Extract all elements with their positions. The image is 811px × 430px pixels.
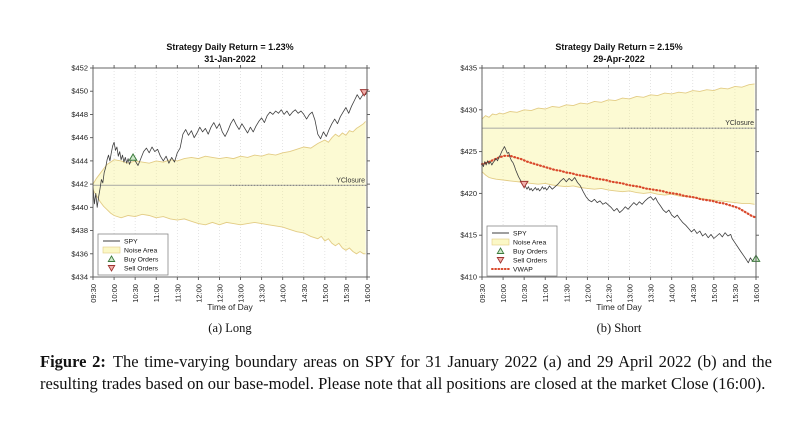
subcaption-b: (b) Short bbox=[596, 321, 642, 335]
x-tick-label: 13:00 bbox=[236, 284, 246, 303]
chart-long-title-line1: Strategy Daily Return = 1.23% bbox=[166, 42, 294, 52]
y-tick-label: $410 bbox=[460, 272, 477, 282]
y-tick-label: $436 bbox=[71, 249, 88, 259]
legend bbox=[98, 234, 168, 275]
x-tick-label: 12:30 bbox=[215, 284, 225, 303]
legend-label: Noise Area bbox=[513, 239, 547, 247]
y-tick-label: $452 bbox=[71, 63, 88, 73]
y-tick-label: $438 bbox=[71, 226, 88, 236]
x-tick-label: 13:30 bbox=[257, 284, 267, 303]
y-tick-label: $430 bbox=[460, 105, 477, 115]
x-tick-label: 14:30 bbox=[299, 284, 309, 303]
x-tick-label: 10:30 bbox=[520, 284, 530, 303]
x-tick-label: 09:30 bbox=[478, 284, 487, 303]
legend bbox=[487, 226, 557, 276]
x-tick-label: 14:00 bbox=[667, 284, 677, 303]
x-tick-label: 11:00 bbox=[541, 284, 551, 303]
subcaption-a: (a) Long bbox=[208, 321, 252, 335]
y-tick-label: $448 bbox=[71, 109, 88, 119]
figure-caption-text: The time-varying boundary areas on SPY for 31 January 2022 (a) and 29 April 2022 (b) and the resulting trades based on our base-model. Please note that all positions are closed at the market Close (16:00). bbox=[40, 352, 772, 394]
legend-label: Buy Orders bbox=[124, 256, 159, 264]
legend-label: Buy Orders bbox=[513, 248, 548, 256]
x-tick-label: 15:00 bbox=[709, 284, 719, 303]
legend-label: Sell Orders bbox=[513, 257, 547, 265]
x-tick-label: 10:30 bbox=[131, 284, 141, 303]
chart-short-xaxis-label: Time of Day bbox=[596, 302, 642, 312]
x-tick-label: 13:30 bbox=[646, 284, 656, 303]
chart-long-title-line2: 31-Jan-2022 bbox=[204, 54, 256, 64]
legend-label: SPY bbox=[513, 230, 527, 238]
legend-label: SPY bbox=[124, 238, 138, 246]
figure-caption bbox=[40, 351, 772, 396]
y-tick-label: $450 bbox=[71, 86, 88, 96]
sell-order-marker bbox=[520, 181, 527, 187]
chart-short-title bbox=[482, 41, 756, 65]
legend-label: Sell Orders bbox=[124, 265, 158, 273]
chart-short bbox=[460, 64, 761, 303]
y-tick-label: $446 bbox=[71, 133, 88, 143]
x-tick-label: 16:00 bbox=[752, 284, 761, 303]
legend-label: VWAP bbox=[513, 266, 533, 274]
buy-order-marker bbox=[129, 154, 136, 160]
x-tick-label: 10:00 bbox=[499, 283, 509, 303]
y-tick-label: $415 bbox=[460, 230, 477, 240]
x-tick-label: 11:30 bbox=[562, 284, 572, 303]
y-tick-label: $435 bbox=[460, 63, 477, 73]
x-tick-label: 12:00 bbox=[583, 284, 593, 303]
x-tick-label: 13:00 bbox=[625, 284, 635, 303]
x-tick-label: 15:30 bbox=[730, 284, 740, 303]
y-tick-label: $425 bbox=[460, 147, 477, 157]
x-tick-label: 12:30 bbox=[604, 284, 614, 303]
x-tick-label: 16:00 bbox=[363, 284, 372, 303]
chart-short-title-line1: Strategy Daily Return = 2.15% bbox=[555, 42, 683, 52]
y-tick-label: $434 bbox=[71, 272, 88, 282]
chart-short-title-line2: 29-Apr-2022 bbox=[593, 54, 645, 64]
yclosure-label: YClosure bbox=[725, 120, 754, 128]
x-tick-label: 15:30 bbox=[341, 284, 351, 303]
legend-label: Noise Area bbox=[124, 247, 158, 255]
x-tick-label: 11:00 bbox=[152, 284, 162, 303]
yclosure-label: YClosure bbox=[336, 177, 365, 185]
x-tick-label: 14:30 bbox=[688, 284, 698, 303]
legend-sample-band bbox=[103, 247, 120, 253]
legend-sample-band bbox=[492, 239, 509, 245]
chart-long bbox=[71, 64, 372, 303]
figure-caption-label: Figure 2: bbox=[40, 352, 106, 371]
x-tick-label: 14:00 bbox=[278, 284, 288, 303]
x-tick-label: 12:00 bbox=[194, 284, 204, 303]
chart-long-xaxis-label: Time of Day bbox=[207, 302, 253, 312]
x-tick-label: 10:00 bbox=[110, 284, 120, 303]
y-tick-label: $442 bbox=[71, 179, 88, 189]
y-tick-label: $440 bbox=[71, 202, 88, 212]
y-tick-label: $420 bbox=[460, 188, 477, 198]
x-tick-label: 11:30 bbox=[173, 284, 183, 303]
y-tick-label: $444 bbox=[71, 156, 88, 166]
x-tick-label: 09:30 bbox=[89, 284, 98, 303]
chart-long-title bbox=[93, 41, 367, 65]
x-tick-label: 15:00 bbox=[320, 284, 330, 303]
